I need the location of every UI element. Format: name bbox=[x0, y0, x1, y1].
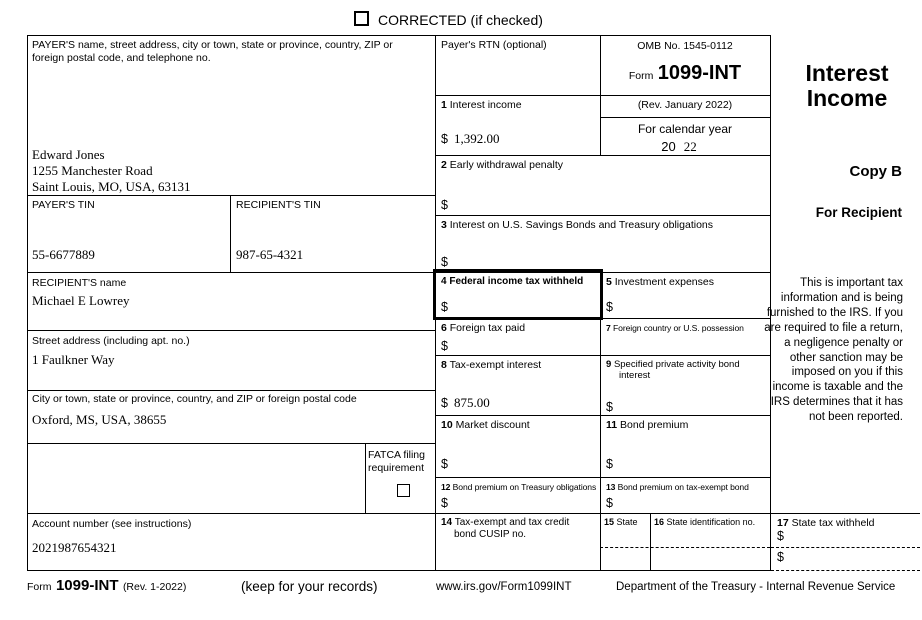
grid-line bbox=[27, 272, 771, 273]
box8-number: 8 bbox=[441, 359, 447, 371]
box4-amount bbox=[441, 299, 454, 315]
account-number-label: Account number (see instructions) bbox=[32, 518, 192, 530]
box5-amount bbox=[606, 299, 619, 315]
fatca-label: FATCA filing requirement bbox=[368, 449, 425, 474]
payer-info-label: PAYER'S name, street address, city or town, state or province, country, ZIP or foreign postal code, and telephone no. bbox=[32, 39, 393, 64]
box17-label-text: State tax withheld bbox=[791, 517, 875, 529]
box17-label bbox=[777, 517, 875, 530]
state-row-dashed-divider bbox=[771, 570, 920, 571]
box9-label bbox=[606, 359, 751, 382]
dollar-sign: $ bbox=[606, 457, 613, 471]
payer-tin-label: PAYER'S TIN bbox=[32, 199, 95, 211]
dollar-sign: $ bbox=[441, 132, 448, 146]
box8-label bbox=[441, 359, 541, 372]
city-label: City or town, state or province, country, and ZIP or foreign postal code bbox=[32, 393, 357, 405]
box10-number: 10 bbox=[441, 419, 453, 431]
footer-form-word: Form bbox=[27, 581, 52, 593]
calendar-label: For calendar year bbox=[637, 122, 733, 136]
grid-line bbox=[771, 513, 920, 514]
calendar-year-value: 22 bbox=[678, 139, 709, 156]
box15-number: 15 bbox=[604, 517, 615, 527]
box5-label bbox=[606, 276, 714, 289]
box1-value: 1,392.00 bbox=[453, 131, 500, 146]
recipient-notice-text: This is important tax information and is being furnished to the IRS. If you are required to file a return, a negligence penalty or other sanction may be imposed on you if this income is taxable and the IRS determines that it has not been reported. bbox=[764, 277, 903, 424]
box4-label bbox=[441, 276, 583, 288]
box12-amount bbox=[441, 495, 454, 511]
calendar-year-line bbox=[600, 139, 770, 155]
box15-label bbox=[604, 517, 638, 528]
dollar-sign: $ bbox=[606, 496, 613, 510]
box5-label-text: Investment expenses bbox=[614, 276, 714, 288]
box9-label-text: Specified private activity bond interest bbox=[613, 359, 740, 382]
recipient-name-label: RECIPIENT'S name bbox=[32, 277, 127, 289]
box16-label-text: State identification no. bbox=[666, 517, 756, 527]
grid-line bbox=[435, 155, 771, 156]
payer-tin-value: 55-6677889 bbox=[32, 247, 95, 262]
box17-amount-row2 bbox=[777, 550, 784, 564]
box3-number: 3 bbox=[441, 219, 447, 231]
box14-number: 14 bbox=[441, 517, 453, 528]
treasury-department-label: Department of the Treasury - Internal Revenue Service bbox=[616, 581, 896, 593]
box13-amount bbox=[606, 495, 619, 511]
grid-line bbox=[435, 318, 771, 319]
dollar-sign: $ bbox=[441, 255, 448, 269]
box3-amount bbox=[441, 254, 454, 270]
box17-number: 17 bbox=[777, 517, 789, 529]
box12-number: 12 bbox=[441, 482, 451, 492]
box10-label bbox=[441, 419, 530, 432]
box8-amount bbox=[441, 395, 490, 411]
grid-line bbox=[27, 513, 771, 514]
calendar-century: 20 bbox=[661, 139, 676, 154]
footer-revision: (Rev. 1-2022) bbox=[122, 581, 187, 593]
box6-label bbox=[441, 322, 525, 335]
box12-label-text: Bond premium on Treasury obligations bbox=[452, 482, 597, 492]
grid-line bbox=[435, 95, 771, 96]
box11-label bbox=[606, 419, 688, 432]
box14-label bbox=[441, 517, 591, 541]
box7-label-text: Foreign country or U.S. possession bbox=[612, 323, 744, 333]
payer-street: 1255 Manchester Road bbox=[32, 163, 153, 178]
box8-value: 875.00 bbox=[453, 395, 490, 410]
dollar-sign: $ bbox=[441, 496, 448, 510]
footer-form-block bbox=[27, 577, 186, 595]
grid-line bbox=[435, 477, 771, 478]
box6-label-text: Foreign tax paid bbox=[449, 322, 526, 334]
box11-label-text: Bond premium bbox=[620, 419, 689, 431]
grid-line bbox=[27, 195, 436, 196]
grid-line bbox=[27, 35, 771, 36]
grid-line bbox=[435, 35, 436, 571]
box7-label bbox=[606, 323, 744, 333]
box2-label-text: Early withdrawal penalty bbox=[449, 159, 563, 171]
payer-rtn-label: Payer's RTN (optional) bbox=[441, 39, 547, 51]
dollar-sign: $ bbox=[441, 339, 448, 353]
box4-number: 4 bbox=[441, 276, 447, 287]
dollar-sign: $ bbox=[606, 300, 613, 314]
box1-number: 1 bbox=[441, 99, 447, 111]
dollar-sign: $ bbox=[777, 529, 784, 543]
box3-label-text: Interest on U.S. Savings Bonds and Treasury obligations bbox=[449, 219, 713, 231]
dollar-sign: $ bbox=[441, 457, 448, 471]
box16-number: 16 bbox=[654, 517, 665, 527]
form-title bbox=[772, 61, 922, 111]
box4-label-text: Federal income tax withheld bbox=[449, 276, 584, 287]
box13-label-text: Bond premium on tax-exempt bond bbox=[617, 482, 749, 492]
omb-number: OMB No. 1545-0112 bbox=[637, 40, 733, 52]
form-word: Form bbox=[628, 70, 654, 82]
calendar-year-block bbox=[600, 122, 770, 155]
box10-label-text: Market discount bbox=[455, 419, 530, 431]
form-title-line2: Income bbox=[806, 85, 888, 111]
box1-label bbox=[441, 99, 522, 112]
grid-line bbox=[27, 330, 436, 331]
form-number: 1099-INT bbox=[657, 62, 742, 84]
grid-line bbox=[27, 570, 771, 571]
box6-number: 6 bbox=[441, 322, 447, 334]
box6-amount bbox=[441, 338, 454, 354]
recipient-name-value: Michael E Lowrey bbox=[32, 293, 130, 308]
corrected-label: CORRECTED (if checked) bbox=[378, 12, 543, 28]
form-title-line1: Interest bbox=[805, 60, 889, 86]
box2-amount bbox=[441, 197, 454, 213]
grid-line bbox=[27, 35, 28, 571]
payer-info-value bbox=[32, 147, 191, 195]
grid-line bbox=[435, 215, 771, 216]
copy-b-label: Copy B bbox=[849, 163, 902, 180]
payer-name: Edward Jones bbox=[32, 147, 105, 162]
box10-amount bbox=[441, 456, 454, 472]
grid-line bbox=[600, 272, 601, 570]
grid-line bbox=[435, 355, 771, 356]
payer-city: Saint Louis, MO, USA, 63131 bbox=[32, 179, 191, 194]
form-number-block bbox=[600, 62, 770, 85]
street-address-label: Street address (including apt. no.) bbox=[32, 335, 190, 347]
box13-label bbox=[606, 482, 749, 492]
box9-amount bbox=[606, 399, 619, 415]
grid-line bbox=[27, 443, 436, 444]
grid-line bbox=[230, 195, 231, 272]
footer-form-number: 1099-INT bbox=[55, 577, 119, 594]
for-recipient-label: For Recipient bbox=[815, 205, 902, 220]
city-value: Oxford, MS, USA, 38655 bbox=[32, 412, 167, 427]
state-row-dashed-divider bbox=[771, 547, 920, 548]
grid-line bbox=[435, 415, 771, 416]
box17-amount-row1 bbox=[777, 529, 784, 543]
box14-label-text: Tax-exempt and tax credit bond CUSIP no. bbox=[454, 517, 570, 540]
box12-label bbox=[441, 482, 596, 492]
recipient-tin-value: 987-65-4321 bbox=[236, 247, 304, 262]
dollar-sign: $ bbox=[441, 396, 448, 410]
keep-for-records-label: (keep for your records) bbox=[241, 579, 378, 594]
account-number-value: 2021987654321 bbox=[32, 540, 117, 555]
box2-number: 2 bbox=[441, 159, 447, 171]
grid-line bbox=[650, 513, 651, 570]
dollar-sign: $ bbox=[441, 198, 448, 212]
fatca-checkbox[interactable] bbox=[397, 484, 410, 497]
grid-line bbox=[365, 443, 366, 513]
box9-number: 9 bbox=[606, 359, 612, 370]
recipient-tin-label: RECIPIENT'S TIN bbox=[236, 199, 321, 211]
grid-line bbox=[600, 117, 771, 118]
dollar-sign: $ bbox=[606, 400, 613, 414]
irs-url-link[interactable]: www.irs.gov/Form1099INT bbox=[436, 581, 572, 593]
box5-number: 5 bbox=[606, 276, 612, 288]
grid-line bbox=[27, 390, 436, 391]
dollar-sign: $ bbox=[777, 550, 784, 564]
box11-number: 11 bbox=[606, 419, 618, 431]
box13-number: 13 bbox=[606, 482, 616, 492]
box3-label bbox=[441, 219, 763, 232]
state-row-dashed-divider bbox=[600, 547, 770, 548]
dollar-sign: $ bbox=[441, 300, 448, 314]
box7-number: 7 bbox=[606, 323, 611, 333]
box15-label-text: State bbox=[616, 517, 638, 527]
box2-label bbox=[441, 159, 563, 172]
street-address-value: 1 Faulkner Way bbox=[32, 352, 115, 367]
revision-label: (Rev. January 2022) bbox=[637, 99, 733, 111]
box8-label-text: Tax-exempt interest bbox=[449, 359, 542, 371]
box11-amount bbox=[606, 456, 619, 472]
corrected-checkbox[interactable] bbox=[354, 11, 369, 26]
box16-label bbox=[654, 517, 755, 528]
box1-label-text: Interest income bbox=[449, 99, 522, 111]
box1-amount bbox=[441, 131, 499, 147]
